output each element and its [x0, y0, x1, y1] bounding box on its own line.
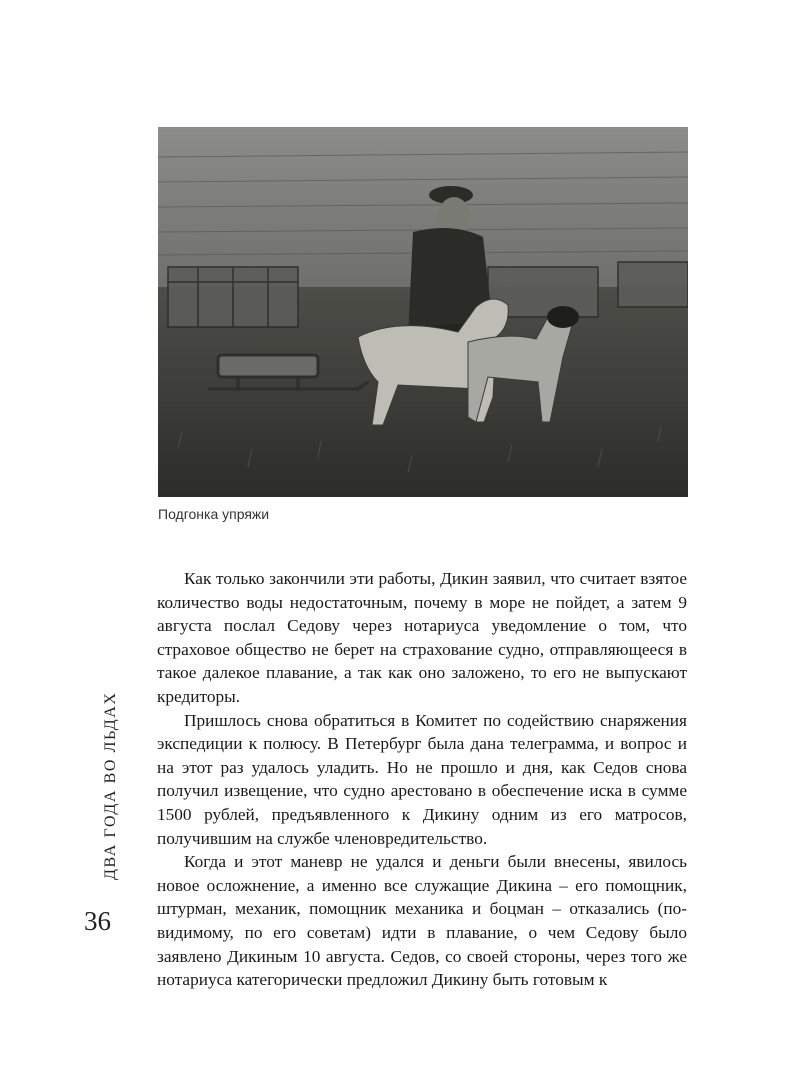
running-head: ДВА ГОДА ВО ЛЬДАХ: [102, 691, 119, 880]
paragraph: Пришлось снова обратиться в Комитет по содействию снаряжения экспедиции к полюсу. В Петербург была дана телеграмма, и вопрос и на этот раз удалось уладить. Но не прошло и дня, как Седов снова получил извещение, что судно арестовано в обеспечение иска в сумме 1500 рублей, предъявленного к Дикину одним из его матросов, получившим на службе членовредительство.: [157, 710, 687, 848]
photo-harness-fitting: [158, 127, 688, 497]
paragraph: Когда и этот маневр не удался и деньги были внесены, явилось новое осложнение, а именно все служащие Дикина – его помощник, штурман, механик, помощник механика и боцман – отказались (по-видимому, по его советам) идти в плавание, о чем Седову было заявлено Дикиным 10 августа. Седов, со своей стороны, через того же нотариуса категорически предложил Дикину быть готовым к: [157, 852, 687, 990]
paragraph: Как только закончили эти работы, Дикин заявил, что считает взятое количество воды недостаточным, почему в море не пойдет, а затем 9 августа послал Седову через нотариуса уведомление о том, что страховое общество не берет на страхование судно, отправляющееся в такое далекое плавание, а так как оно заложено, то его не выпускают кредиторы.: [157, 569, 687, 706]
body-text: [157, 567, 687, 992]
figure-caption: Подгонка упряжи: [158, 506, 270, 522]
page-number: 36: [84, 906, 111, 936]
